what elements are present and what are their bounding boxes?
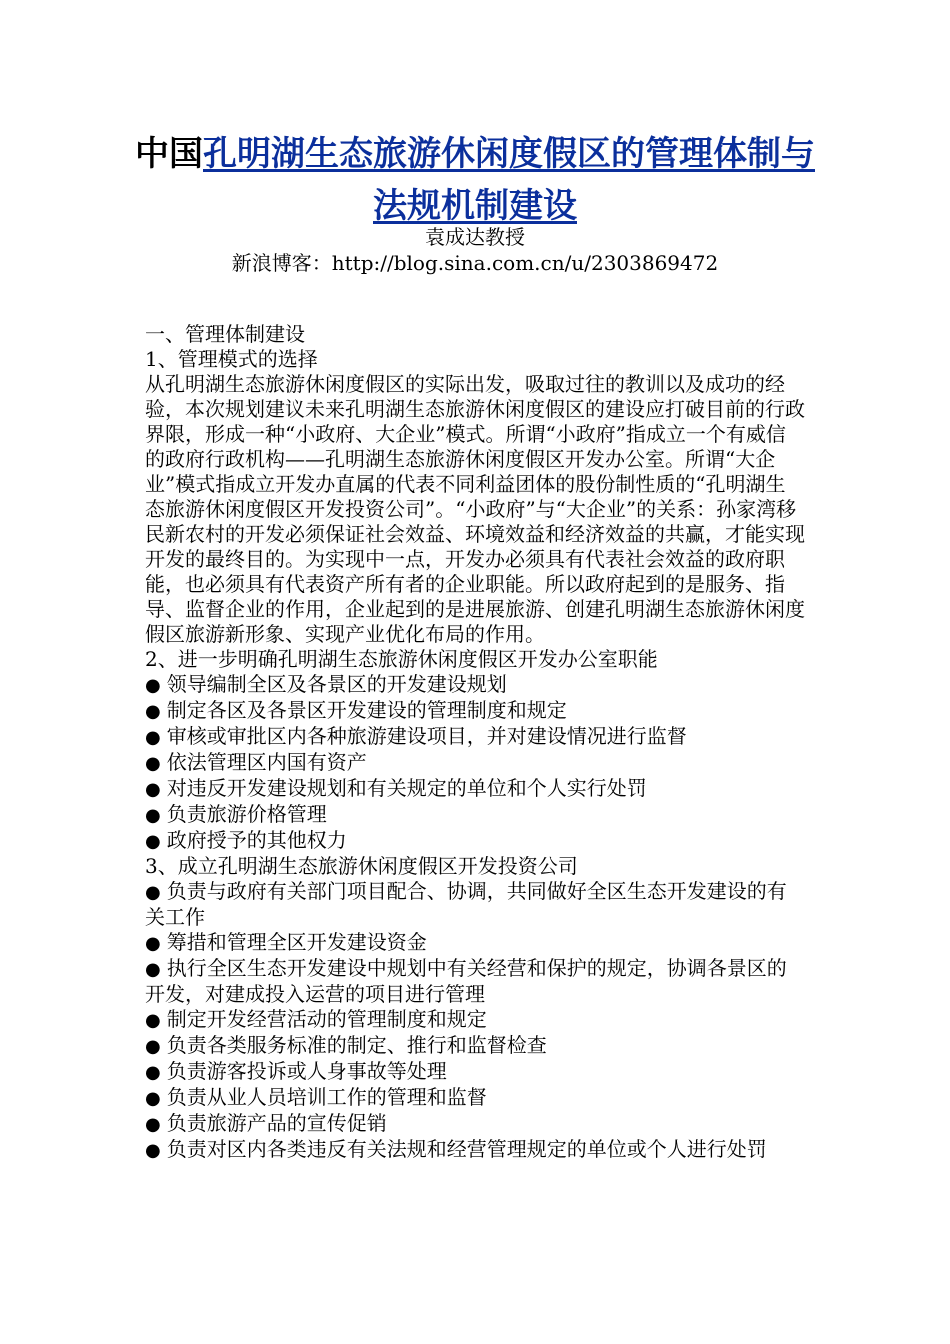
subsection-title-1: 1、管理模式的选择	[145, 347, 318, 371]
list-item: ● 负责各类服务标准的制定、推行和监督检查	[145, 1033, 547, 1057]
list-s2	[145, 672, 805, 854]
bullet-icon: ●	[145, 701, 161, 722]
list-item: ● 负责对区内各类违反有关法规和经营管理规定的单位或个人进行处罚	[145, 1137, 767, 1161]
bullet-icon: ●	[145, 779, 161, 800]
bullet-icon: ●	[145, 675, 161, 696]
list-item: ● 负责从业人员培训工作的管理和监督	[145, 1085, 487, 1109]
section-heading: 一、管理体制建设	[145, 322, 305, 346]
bullet-icon: ●	[145, 727, 161, 748]
list-item: ● 制定开发经营活动的管理制度和规定	[145, 1007, 487, 1031]
bullet-icon: ●	[145, 1114, 161, 1135]
list-item: ● 审核或审批区内各种旅游建设项目，并对建设情况进行监督	[145, 724, 687, 748]
bullet-icon: ●	[145, 959, 161, 980]
title-link[interactable]: 孔明湖生态旅游休闲度假区的管理体制与法规机制建设	[203, 134, 815, 226]
bullet-icon: ●	[145, 831, 161, 852]
list-item: ● 制定各区及各景区开发建设的管理制度和规定	[145, 698, 567, 722]
author-line: 袁成达教授	[425, 225, 525, 249]
list-item: ● 负责旅游价格管理	[145, 802, 327, 826]
blog-url-line: 新浪博客：http://blog.sina.com.cn/u/2303869472	[231, 251, 719, 275]
list-item: ● 对违反开发建设规划和有关规定的单位和个人实行处罚	[145, 776, 647, 800]
list-item: ● 负责游客投诉或人身事故等处理	[145, 1059, 447, 1083]
list-item: ● 执行全区生态开发建设中规划中有关经营和保护的规定，协调各景区的开发，对建成投入运营的项目进行管理	[145, 956, 787, 1006]
subsection-title-3: 3、成立孔明湖生态旅游休闲度假区开发投资公司	[145, 854, 578, 878]
document-body	[145, 322, 805, 1163]
bullet-icon: ●	[145, 882, 161, 903]
list-item: ● 负责与政府有关部门项目配合、协调，共同做好全区生态开发建设的有关工作	[145, 879, 787, 929]
page-title	[120, 128, 830, 232]
paragraph-1: 从孔明湖生态旅游休闲度假区的实际出发，吸取过往的教训以及成功的经验，本次规划建议未来孔明湖生态旅游休闲度假区的建设应打破目前的行政界限，形成一种“小政府、大企业”模式。所谓“小政府”指成立一个有威信的政府行政机构——孔明湖生态旅游休闲度假区开发办公室。所谓“大企业”模式指成立开发办直属的代表不同利益团体的股份制性质的“孔明湖生态旅游休闲度假区开发投资公司”。“小政府”与“大企业”的关系：孙家湾移民新农村的开发必须保证社会效益、环境效益和经济效益的共赢，才能实现开发的最终目的。为实现中一点，开发办必须具有代表社会效益的政府职能，也必须具有代表资产所有者的企业职能。所以政府起到的是服务、指导、监督企业的作用，企业起到的是进展旅游、创建孔明湖生态旅游休闲度假区旅游新形象、实现产业优化布局的作用。	[145, 372, 805, 646]
bullet-icon: ●	[145, 1010, 161, 1031]
bullet-icon: ●	[145, 1088, 161, 1109]
bullet-icon: ●	[145, 1062, 161, 1083]
bullet-icon: ●	[145, 933, 161, 954]
bullet-icon: ●	[145, 1036, 161, 1057]
list-item: ● 政府授予的其他权力	[145, 828, 347, 852]
list-item: ● 依法管理区内国有资产	[145, 750, 367, 774]
list-item: ● 筹措和管理全区开发建设资金	[145, 930, 427, 954]
bullet-icon: ●	[145, 1140, 161, 1161]
subsection-title-2: 2、进一步明确孔明湖生态旅游休闲度假区开发办公室职能	[145, 647, 658, 671]
list-item: ● 领导编制全区及各景区的开发建设规划	[145, 672, 507, 696]
bullet-icon: ●	[145, 753, 161, 774]
list-s3	[145, 879, 805, 1163]
bullet-icon: ●	[145, 805, 161, 826]
title-prefix: 中国	[135, 134, 203, 174]
list-item: ● 负责旅游产品的宣传促销	[145, 1111, 387, 1135]
